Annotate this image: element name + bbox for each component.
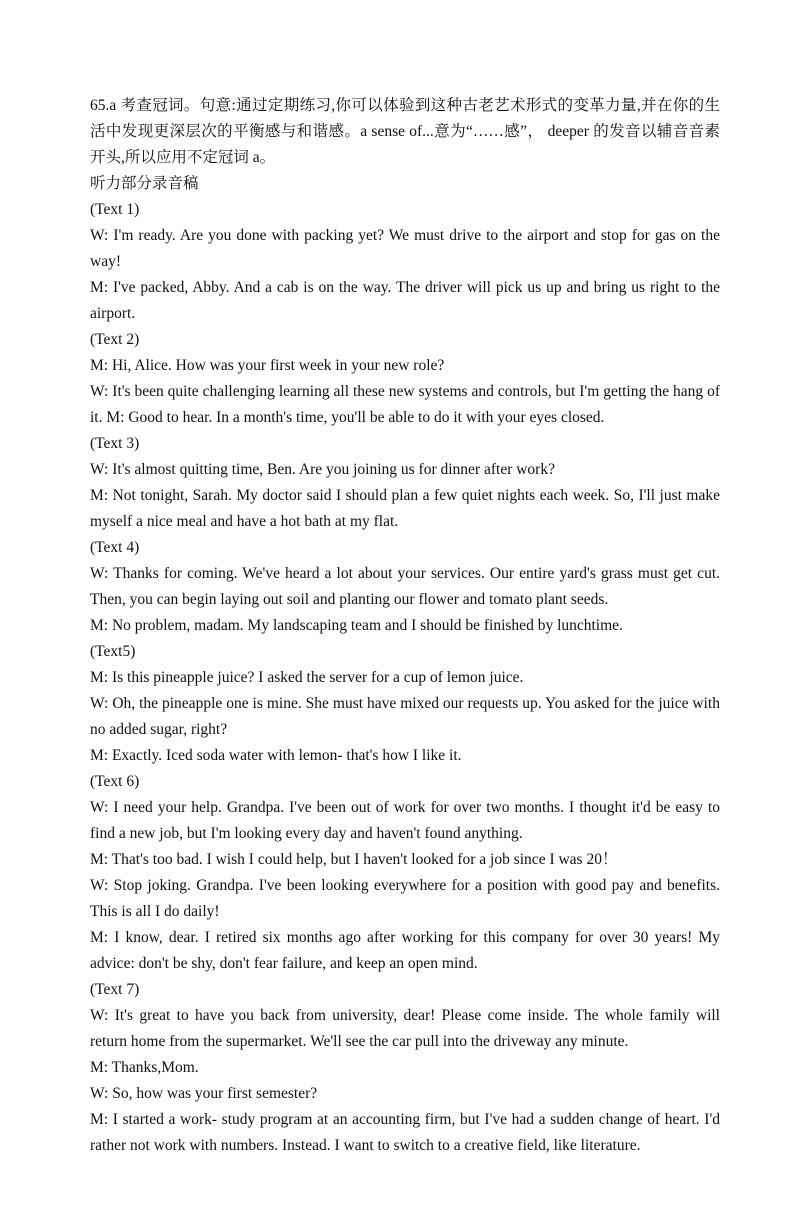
transcript-line: (Text 4) (90, 539, 140, 556)
transcript-line: W: Thanks for coming. We've heard a lot about your services. Our entire yard's grass must get cut. Then, you can begin laying out soil and planting our flower and tomato plant seeds. (90, 565, 720, 608)
transcript-line: M: Is this pineapple juice? I asked the server for a cup of lemon juice. (90, 669, 524, 686)
transcript-line: M: Hi, Alice. How was your first week in your new role? (90, 357, 445, 374)
transcript-line: W: So, how was your first semester? (90, 1085, 318, 1102)
document-page (90, 93, 720, 1159)
transcript-line: M: I've packed, Abby. And a cab is on the way. The driver will pick us up and bring us right to the airport. (90, 279, 720, 322)
transcript-line: W: I need your help. Grandpa. I've been out of work for over two months. I thought it'd be easy to find a new job, but I'm looking every day and haven't found anything. (90, 799, 720, 842)
transcript-line: M: I started a work- study program at an accounting firm, but I've had a sudden change of heart. I'd rather not work with numbers. Instead. I want to switch to a creative field, like literature. (90, 1111, 720, 1154)
transcript-line: M: I know, dear. I retired six months ago after working for this company for over 30 years! My advice: don't be shy, don't fear failure, and keep an open mind. (90, 929, 720, 972)
transcript-line: M: Not tonight, Sarah. My doctor said I should plan a few quiet nights each week. So, I'll just make myself a nice meal and have a hot bath at my flat. (90, 487, 720, 530)
transcript-line: M: That's too bad. I wish I could help, but I haven't looked for a job since I was 20！ (90, 851, 618, 868)
transcript-line: M: Thanks,Mom. (90, 1059, 199, 1076)
transcript-line: W: It's great to have you back from university, dear! Please come inside. The whole family will return home from the supermarket. We'll see the car pull into the driveway any minute. (90, 1007, 720, 1050)
transcript-line: M: Exactly. Iced soda water with lemon- that's how I like it. (90, 747, 462, 764)
transcript-line: W: Stop joking. Grandpa. I've been looking everywhere for a position with good pay and benefits. This is all I do daily! (90, 877, 720, 920)
transcript-line: W: I'm ready. Are you done with packing yet? We must drive to the airport and stop for gas on the way! (90, 227, 720, 270)
transcript-line: (Text 6) (90, 773, 140, 790)
answer-explanation: 65.a 考查冠词。句意:通过定期练习,你可以体验到这种古老艺术形式的变革力量,并在你的生活中发现更深层次的平衡感与和谐感。a sense of...意为“……感”， deeper 的发音以辅音音素开头,所以应用不定冠词 a。 (90, 97, 720, 166)
transcript-line: (Text 7) (90, 981, 140, 998)
transcript-line: (Text 3) (90, 435, 140, 452)
section-title: 听力部分录音稿 (90, 175, 199, 192)
transcript-line: (Text 1) (90, 201, 140, 218)
transcript-line: M: No problem, madam. My landscaping team and I should be finished by lunchtime. (90, 617, 623, 634)
transcript-line: (Text5) (90, 643, 136, 660)
transcript-line: W: Oh, the pineapple one is mine. She must have mixed our requests up. You asked for the juice with no added sugar, right? (90, 695, 720, 738)
transcript-line: (Text 2) (90, 331, 140, 348)
transcript (90, 197, 720, 1159)
transcript-line: W: It's almost quitting time, Ben. Are you joining us for dinner after work? (90, 461, 555, 478)
transcript-line: W: It's been quite challenging learning all these new systems and controls, but I'm getting the hang of it. M: Good to hear. In a month's time, you'll be able to do it with your eyes closed. (90, 383, 720, 426)
